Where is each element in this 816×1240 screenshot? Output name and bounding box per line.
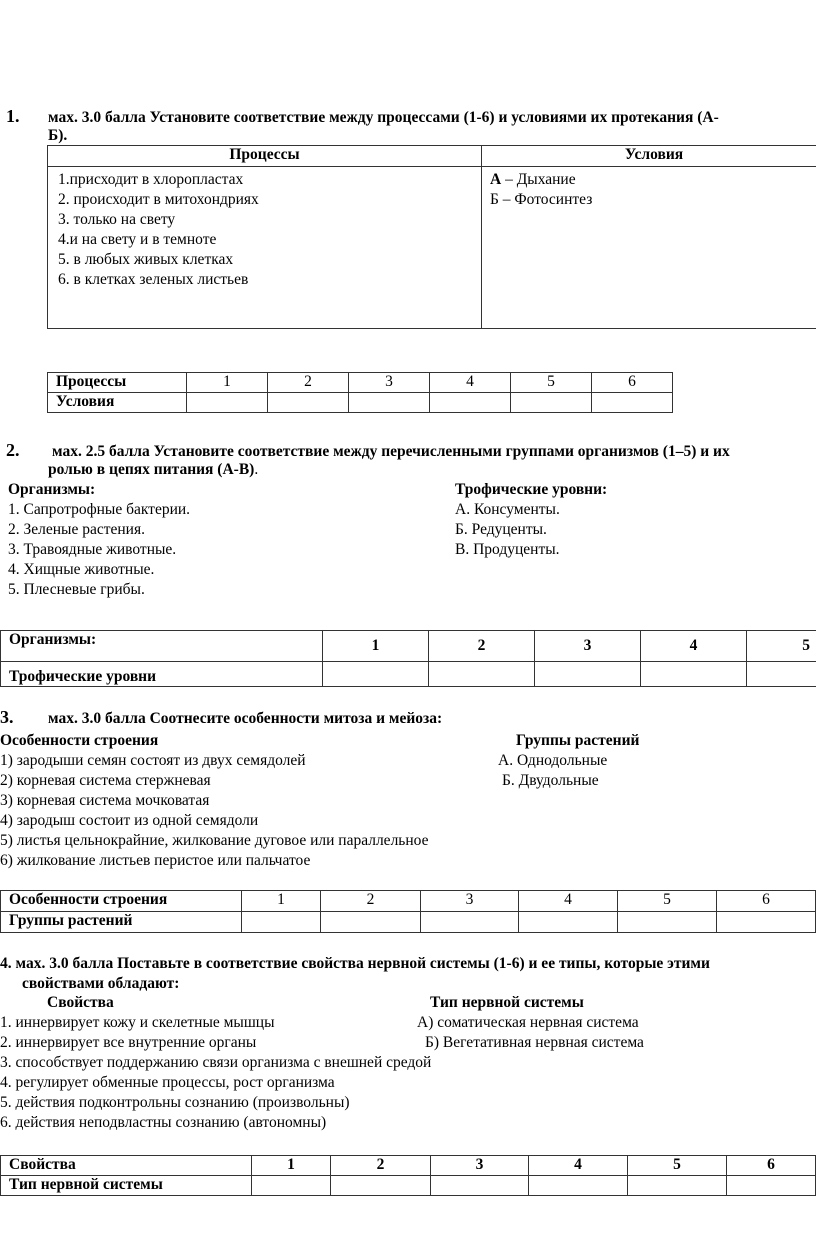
trophic-header: Трофические уровни: xyxy=(455,481,608,498)
col-number: 2 xyxy=(331,1156,431,1176)
condition-item: А – Дыхание xyxy=(490,171,576,188)
col-number: 1 xyxy=(323,631,429,662)
plant-group-item: Б. Двудольные xyxy=(502,772,599,789)
answer-cell[interactable] xyxy=(529,1176,628,1196)
feature-item: 3) корневая система мочковатая xyxy=(0,792,210,809)
answer-cell[interactable] xyxy=(429,662,535,687)
col-number: 5 xyxy=(618,891,717,912)
answer-cell[interactable] xyxy=(331,1176,431,1196)
q2-answer-table xyxy=(0,630,816,687)
answer-cell[interactable] xyxy=(592,393,673,413)
ns-type-header: Тип нервной системы xyxy=(430,994,584,1011)
row-label: Особенности строения xyxy=(1,891,242,912)
answer-cell[interactable] xyxy=(628,1176,727,1196)
trophic-item: А. Консументы. xyxy=(455,501,560,518)
property-item: 3. способствует поддержанию связи организма с внешней средой xyxy=(0,1054,432,1071)
answer-cell[interactable] xyxy=(323,662,429,687)
condition-item: Б – Фотосинтез xyxy=(490,191,593,208)
col-number: 1 xyxy=(252,1156,331,1176)
col-number: 5 xyxy=(511,373,592,393)
row-label: Организмы: xyxy=(1,631,323,662)
row-label: Группы растений xyxy=(1,912,242,933)
col-number: 4 xyxy=(529,1156,628,1176)
header-conditions: Условия xyxy=(482,146,816,167)
organism-item: 1. Сапротрофные бактерии. xyxy=(8,501,191,518)
answer-cell[interactable] xyxy=(747,662,816,687)
q4-answer-table xyxy=(0,1155,816,1196)
answer-cell[interactable] xyxy=(519,912,618,933)
ns-type-item: А) соматическая нервная система xyxy=(417,1014,639,1031)
feature-item: 2) корневая система стержневая xyxy=(0,772,211,789)
trophic-item: В. Продуценты. xyxy=(455,541,560,558)
q3-answer-table xyxy=(0,890,816,933)
answer-cell[interactable] xyxy=(535,662,641,687)
answer-cell[interactable] xyxy=(641,662,747,687)
q3-number: 3. xyxy=(0,707,14,727)
feature-item: 6) жилкование листьев перистое или пальчатое xyxy=(0,852,311,869)
col-number: 1 xyxy=(187,373,268,393)
q2-title: мах. 2.5 балла Установите соответствие между перечисленными группами организмов (1–5) и их xyxy=(52,443,730,460)
feature-item: 5) листья цельнокрайние, жилкование дуговое или параллельное xyxy=(0,832,429,849)
col-number: 6 xyxy=(717,891,816,912)
q1-title-cont: Б). xyxy=(48,127,68,144)
q3-title: мах. 3.0 балла Соотнесите особенности митоза и мейоза: xyxy=(48,710,443,727)
organism-item: 5. Плесневые грибы. xyxy=(8,581,145,598)
property-item: 5. действия подконтрольны сознанию (произвольны) xyxy=(0,1094,350,1111)
answer-cell[interactable] xyxy=(321,912,421,933)
q1-matching-table xyxy=(47,145,816,329)
col-number: 2 xyxy=(321,891,421,912)
col-number: 4 xyxy=(641,631,747,662)
process-item: 1.присходит в хлоропластах xyxy=(58,171,244,188)
col-number: 3 xyxy=(431,1156,529,1176)
q1-number: 1. xyxy=(6,106,20,126)
answer-cell[interactable] xyxy=(727,1176,816,1196)
q2-title-cont: ролью в цепях питания (А-В) xyxy=(48,461,255,478)
answer-cell[interactable] xyxy=(349,393,430,413)
trophic-item: Б. Редуценты. xyxy=(455,521,547,538)
answer-cell[interactable] xyxy=(717,912,816,933)
row-label: Условия xyxy=(48,393,187,413)
answer-cell[interactable] xyxy=(252,1176,331,1196)
property-item: 2. иннервирует все внутренние органы xyxy=(0,1034,257,1051)
answer-cell[interactable] xyxy=(618,912,717,933)
plant-groups-header: Группы растений xyxy=(516,732,640,749)
process-item: 4.и на свету и в темноте xyxy=(58,231,217,248)
organism-item: 4. Хищные животные. xyxy=(8,561,155,578)
answer-cell[interactable] xyxy=(187,393,268,413)
q1-title: мах. 3.0 балла Установите соответствие между процессами (1-6) и условиями их протекания (А- xyxy=(48,109,719,126)
feature-item: 4) зародыш состоит из одной семядоли xyxy=(0,812,259,829)
row-label: Свойства xyxy=(1,1156,252,1176)
header-processes: Процессы xyxy=(48,146,482,167)
q4-title: 4. мах. 3.0 балла Поставьте в соответствие свойства нервной системы (1-6) и ее типы, которые этими xyxy=(0,955,710,972)
col-number: 5 xyxy=(747,631,816,662)
property-item: 6. действия неподвластны сознанию (автономны) xyxy=(0,1114,327,1131)
row-label: Тип нервной системы xyxy=(1,1176,252,1196)
row-label: Трофические уровни xyxy=(1,662,323,687)
answer-cell[interactable] xyxy=(421,912,519,933)
answer-cell[interactable] xyxy=(431,1176,529,1196)
row-label: Процессы xyxy=(48,373,187,393)
organisms-header: Организмы: xyxy=(8,481,96,498)
col-number: 3 xyxy=(349,373,430,393)
q1-answer-table xyxy=(47,372,673,413)
property-item: 4. регулирует обменные процессы, рост организма xyxy=(0,1074,335,1091)
property-item: 1. иннервирует кожу и скелетные мышцы xyxy=(0,1014,275,1031)
q2-number: 2. xyxy=(6,440,20,460)
process-item: 2. происходит в митохондриях xyxy=(58,191,259,208)
process-item: 6. в клетках зеленых листьев xyxy=(58,271,249,288)
answer-cell[interactable] xyxy=(511,393,592,413)
feature-item: 1) зародыши семян состоят из двух семядолей xyxy=(0,752,306,769)
answer-cell[interactable] xyxy=(268,393,349,413)
process-item: 3. только на свету xyxy=(58,211,176,228)
process-item: 5. в любых живых клетках xyxy=(58,251,234,268)
answer-cell[interactable] xyxy=(430,393,511,413)
q4-title-cont: свойствами обладают: xyxy=(22,975,180,992)
col-number: 2 xyxy=(429,631,535,662)
answer-cell[interactable] xyxy=(242,912,321,933)
plant-group-item: А. Однодольные xyxy=(498,752,608,769)
col-number: 3 xyxy=(535,631,641,662)
col-number: 1 xyxy=(242,891,321,912)
organism-item: 3. Травоядные животные. xyxy=(8,541,177,558)
col-number: 6 xyxy=(727,1156,816,1176)
col-number: 4 xyxy=(519,891,618,912)
col-number: 4 xyxy=(430,373,511,393)
ns-type-item: Б) Вегетативная нервная система xyxy=(425,1034,644,1051)
properties-header: Свойства xyxy=(47,994,114,1011)
features-header: Особенности строения xyxy=(0,732,159,749)
col-number: 6 xyxy=(592,373,673,393)
organism-item: 2. Зеленые растения. xyxy=(8,521,145,538)
col-number: 2 xyxy=(268,373,349,393)
col-number: 5 xyxy=(628,1156,727,1176)
col-number: 3 xyxy=(421,891,519,912)
